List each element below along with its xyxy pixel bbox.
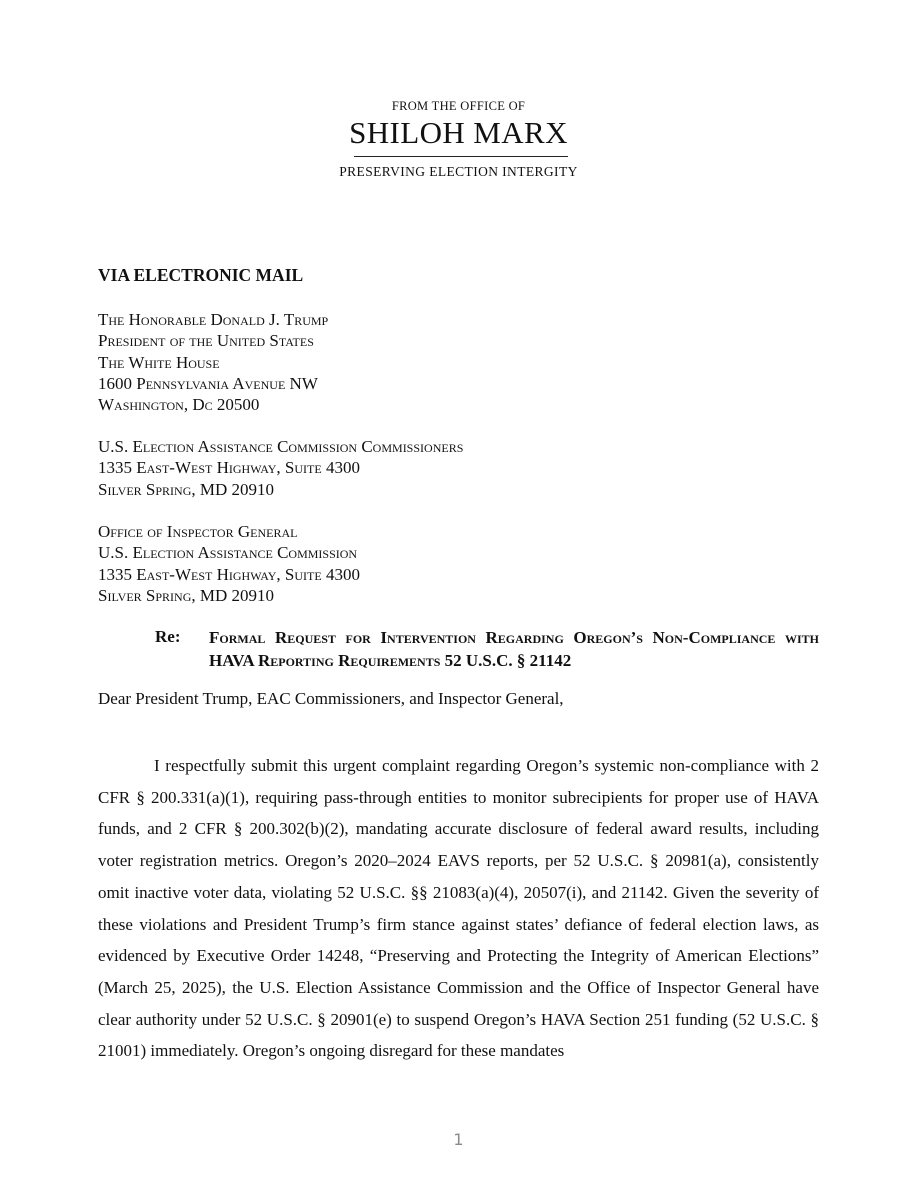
address-line: Silver Spring, MD 20910 xyxy=(98,585,275,605)
recipient-address-block xyxy=(98,436,463,500)
address-line: The Honorable Donald J. Trump xyxy=(98,310,329,329)
letterhead-name: SHILOH MARX xyxy=(349,115,568,150)
address-line: 1335 East-West Highway, Suite 4300 xyxy=(98,458,360,478)
address-line: Office of Inspector General xyxy=(98,522,298,541)
subject-line: Formal Request for Intervention Regarding Oregon’s Non-Compliance with HAVA Reporting Requirements 52 U.S.C. § 21142 xyxy=(209,628,819,670)
address-line: Washington, Dc 20500 xyxy=(98,395,260,415)
delivery-method: VIA ELECTRONIC MAIL xyxy=(98,265,304,285)
recipient-address-block xyxy=(98,521,360,606)
address-line: The White House xyxy=(98,352,220,372)
letterhead-tagline: PRESERVING ELECTION INTERGITY xyxy=(339,164,578,179)
salutation: Dear President Trump, EAC Commissioners, and Inspector General, xyxy=(98,689,564,708)
address-line: Silver Spring, MD 20910 xyxy=(98,479,275,499)
address-line: U.S. Election Assistance Commission xyxy=(98,543,358,563)
recipient-address-block xyxy=(98,309,328,415)
address-line: U.S. Election Assistance Commission Commissioners xyxy=(98,437,464,456)
letterhead-from-line: FROM THE OFFICE OF xyxy=(391,99,526,113)
subject-label: Re: xyxy=(155,627,181,646)
letterhead-divider xyxy=(354,156,568,157)
address-line: President of the United States xyxy=(98,331,314,351)
address-line: 1335 East-West Highway, Suite 4300 xyxy=(98,564,360,584)
page-number: 1 xyxy=(453,1130,464,1149)
body-paragraph: I respectfully submit this urgent complaint regarding Oregon’s systemic non-compliance with 2 CFR § 200.331(a)(1), requiring pass-through entities to monitor subrecipients for proper use of HAVA funds, and 2 CFR § 200.302(b)(2), mandating accurate disclosure of federal award results, including voter registration metrics. Oregon’s 2020–2024 EAVS reports, per 52 U.S.C. § 20981(a), consistently omit inactive voter data, violating 52 U.S.C. §§ 21083(a)(4), 20507(i), and 21142. Given the severity of these violations and President Trump’s firm stance against states’ defiance of federal election laws, as evidenced by Executive Order 14248, “Preserving and Protecting the Integrity of American Elections” (March 25, 2025), the U.S. Election Assistance Commission and the Office of Inspector General have clear authority under 52 U.S.C. § 20901(e) to suspend Oregon’s HAVA Section 251 funding (52 U.S.C. § 21001) immediately. Oregon’s ongoing disregard for these mandates xyxy=(98,756,819,1061)
address-line: 1600 Pennsylvania Avenue NW xyxy=(98,373,318,393)
